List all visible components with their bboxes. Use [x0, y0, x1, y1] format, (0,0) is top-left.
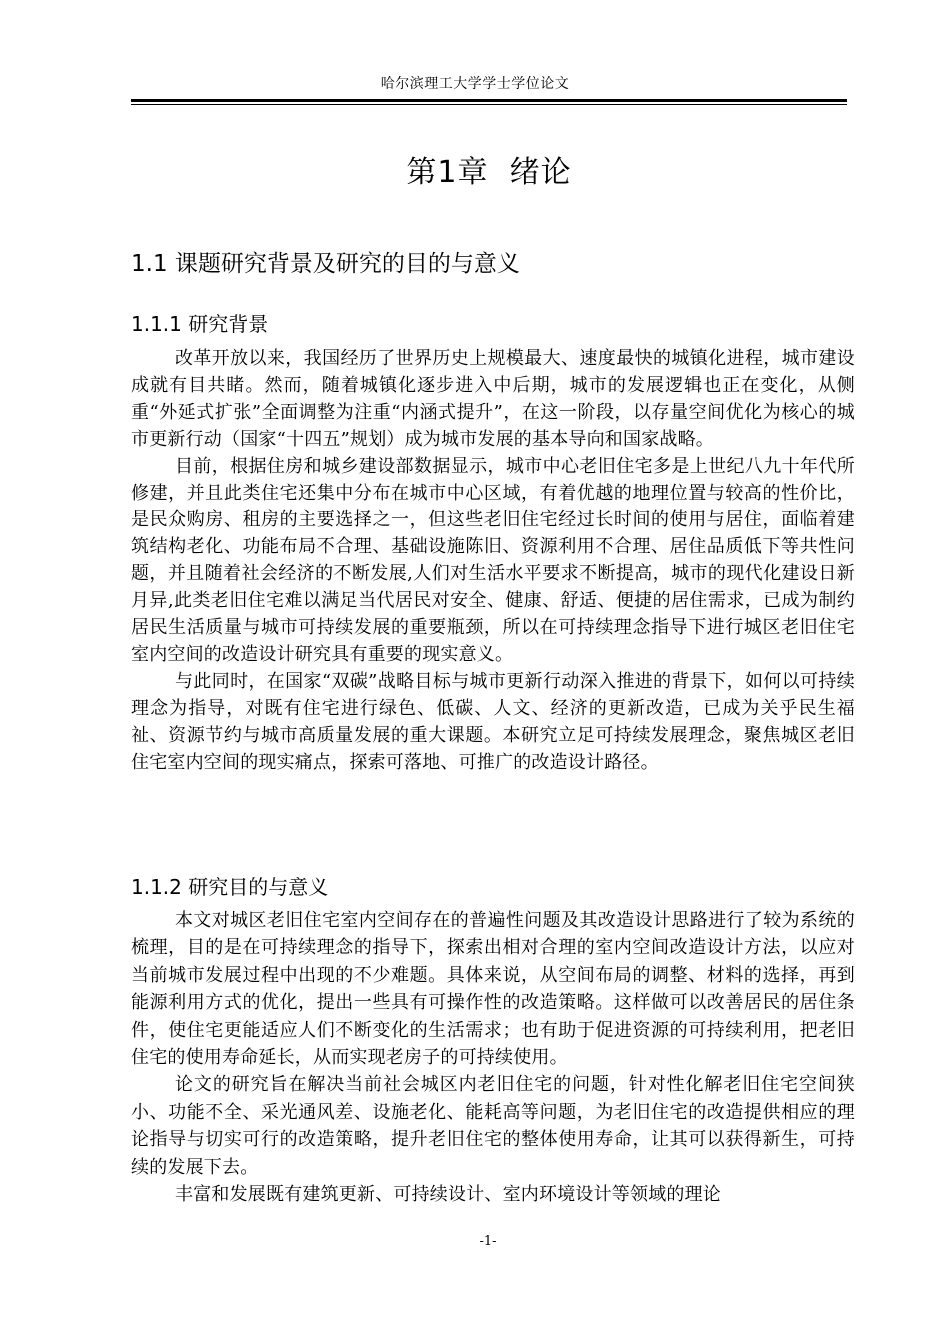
running-header: 哈尔滨理工大学学士学位论文	[380, 76, 570, 92]
section-heading-1-1-2: 1.1.2 研究目的与意义	[131, 875, 329, 899]
chapter-title	[0, 153, 950, 193]
section-body-1-1-1	[131, 346, 855, 777]
header-rule-thick	[131, 99, 847, 102]
chapter-number: 第1章	[406, 155, 489, 190]
section-body-1-1-2	[131, 907, 855, 1208]
paragraph: 与此同时，在国家“双碳”战略目标与城市更新行动深入推进的背景下，如何以可持续理念为指导，对既有住宅进行绿色、低碳、人文、经济的更新改造，已成为关乎民生福祉、资源节约与城市高质量发展的重大课题。本研究立足可持续发展理念，聚焦城区老旧住宅室内空间的现实痛点，探索可落地、可推广的改造设计路径。	[131, 670, 855, 773]
page-number: -1-	[479, 1234, 497, 1249]
section-heading-1-1-1: 1.1.1 研究背景	[131, 312, 269, 336]
paragraph: 本文对城区老旧住宅室内空间存在的普遍性问题及其改造设计思路进行了较为系统的梳理，目的是在可持续理念的指导下，探索出相对合理的室内空间改造设计方法，以应对当前城市发展过程中出现的不少难题。具体来说，从空间布局的调整、材料的选择，再到能源利用方式的优化，提出一些具有可操作性的改造策略。这样做可以改善居民的居住条件，使住宅更能适应人们不断变化的生活需求；也有助于促进资源的可持续利用，把老旧住宅的使用寿命延长，从而实现老房子的可持续使用。	[131, 910, 855, 1069]
header-rule-thin	[131, 104, 847, 105]
section-heading-1-1: 1.1 课题研究背景及研究的目的与意义	[131, 251, 520, 277]
paragraph: 论文的研究旨在解决当前社会城区内老旧住宅的问题，针对性化解老旧住宅空间狭小、功能不全、采光通风差、设施老化、能耗高等问题，为老旧住宅的改造提供相应的理论指导与切实可行的改造策略，提升老旧住宅的整体使用寿命，让其可以获得新生，可持续的发展下去。	[131, 1074, 855, 1178]
paragraph: 目前，根据住房和城乡建设部数据显示，城市中心老旧住宅多是上世纪八九十年代所修建，并且此类住宅还集中分布在城市中心区域，有着优越的地理位置与较高的性价比，是民众购房、租房的主要选择之一，但这些老旧住宅经过长时间的使用与居住，面临着建筑结构老化、功能布局不合理、基础设施陈旧、资源利用不合理、居住品质低下等共性问题，并且随着社会经济的不断发展,人们对生活水平要求不断提高，城市的现代化建设日新月异,此类老旧住宅难以满足当代居民对安全、健康、舒适、便捷的居住需求，已成为制约居民生活质量与城市可持续发展的重要瓶颈，所以在可持续理念指导下进行城区老旧住宅室内空间的改造设计研究具有重要的现实意义。	[131, 455, 855, 665]
chapter-name: 绪论	[509, 155, 572, 190]
paragraph: 改革开放以来，我国经历了世界历史上规模最大、速度最快的城镇化进程，城市建设成就有目共睹。然而，随着城镇化逐步进入中后期，城市的发展逻辑也正在变化，从侧重“外延式扩张”全面调整为注重“内涵式提升”，在这一阶段，以存量空间优化为核心的城市更新行动（国家“十四五”规划）成为城市发展的基本导向和国家战略。	[131, 348, 855, 450]
paragraph: 丰富和发展既有建筑更新、可持续设计、室内环境设计等领域的理论	[175, 1184, 721, 1206]
